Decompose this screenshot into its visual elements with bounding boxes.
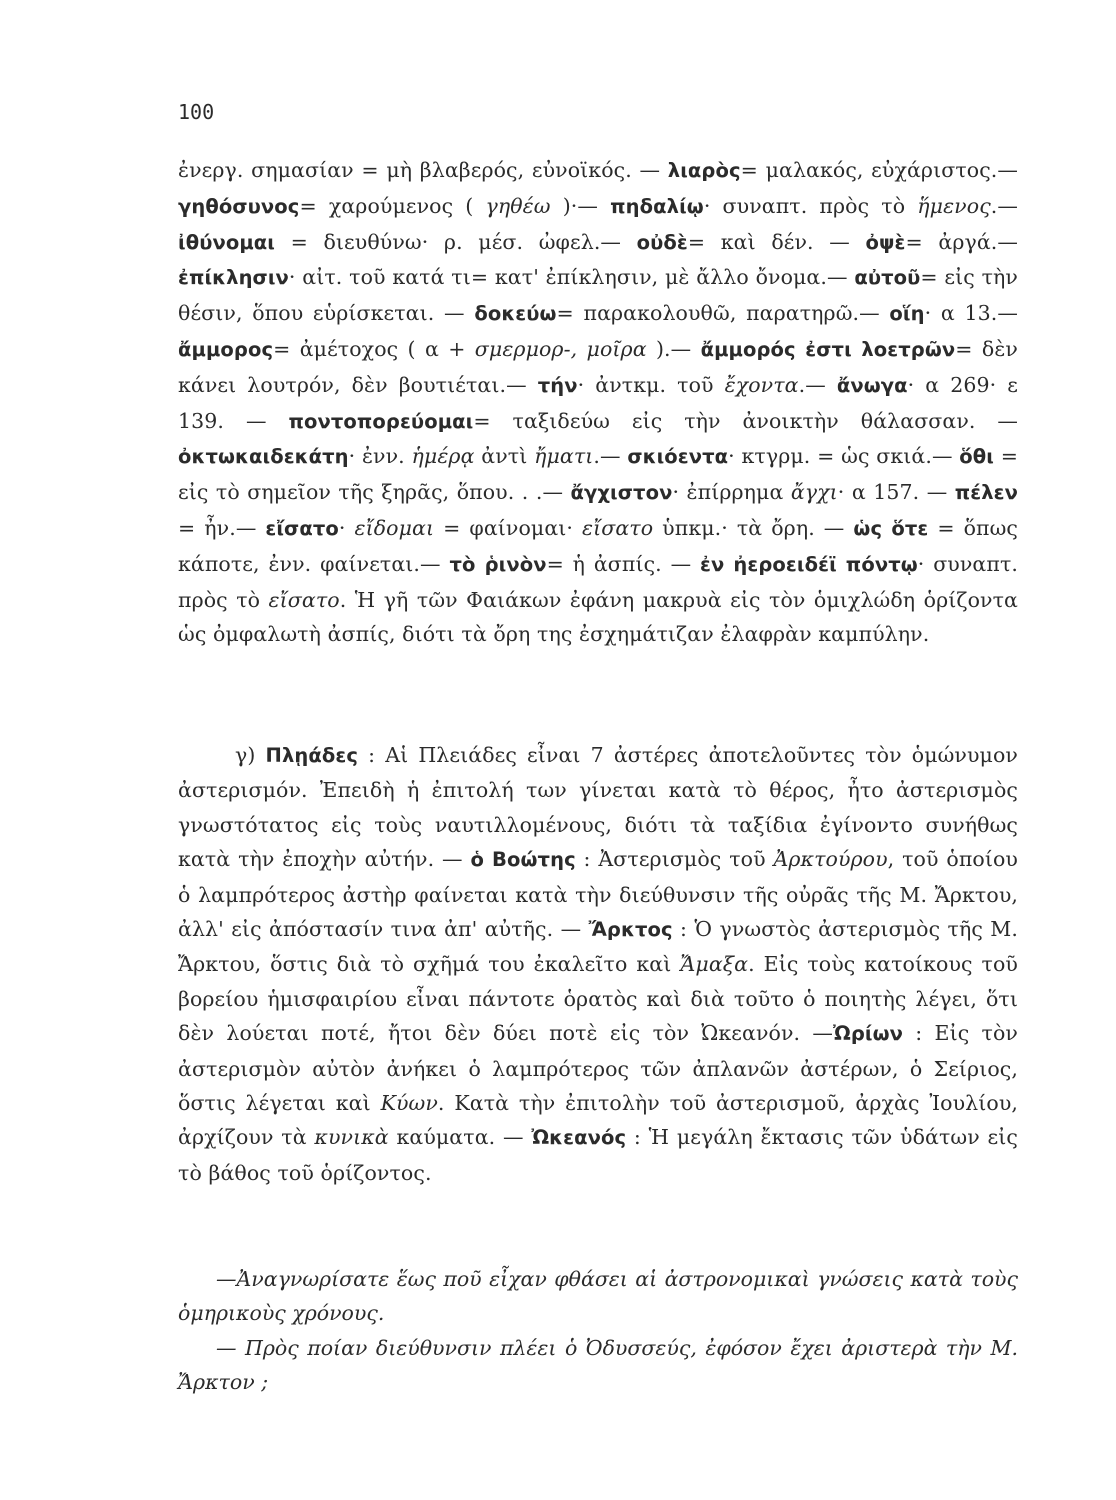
headword: εἴσατο: [265, 516, 339, 540]
headword: ἰθύνομαι: [178, 230, 275, 254]
italic-term: Κύων: [380, 1091, 438, 1116]
text-run: = διευθύνω· ρ. μέσ. ὠφελ.—: [275, 229, 637, 254]
italic-term: ἤματι: [534, 444, 594, 469]
text-run: . Κατὰ τὴν ἐπιτολὴν τοῦ ἀστερισμοῦ, ἀρχὰς Ἰουλίου, ἀρχίζουν τὰ: [178, 1091, 1018, 1150]
headword: ποντοπορεύομαι: [288, 409, 474, 433]
headword: ἄγχιστον: [570, 481, 673, 505]
text-run: · ἐπίρρημα: [672, 480, 791, 505]
headword: αὐτοῦ: [854, 266, 921, 290]
italic-term: κυνικὰ: [314, 1125, 389, 1150]
italic-term: εἴδομαι: [354, 515, 435, 540]
headword: σκιόεντα: [627, 445, 729, 469]
headword: τήν: [537, 373, 578, 397]
italic-term: Ἄμαξα: [680, 952, 749, 977]
text-run: = ταξιδεύω εἰς τὴν ἀνοικτὴν θάλασσαν. —: [473, 408, 1018, 433]
headword: ὀψὲ: [865, 230, 906, 254]
headword: ἄνωγα: [836, 373, 908, 397]
study-question-2: — Πρὸς ποίαν διεύθυνσιν πλέει ὁ Ὀδυσσεύς, ἐφόσον ἔχει ἀριστερὰ τὴν Μ. Ἄρκτον ;: [178, 1336, 1018, 1394]
text-run: · α 269· ε 139. —: [178, 372, 1018, 433]
text-run: = καὶ δέν. —: [687, 229, 866, 254]
headword: ἄμμορός ἐστι λοετρῶν: [700, 337, 956, 361]
commentary-paragraph: [178, 738, 1018, 1190]
headword: οὐδὲ: [636, 230, 688, 254]
headword: ἄμμορος: [178, 337, 274, 361]
text-run: · α 157. —: [837, 480, 955, 505]
text-run: = μαλακός, εὐχάριστος.—: [740, 158, 1018, 182]
headword: πηδαλίῳ: [610, 194, 704, 218]
text-run: . Ἡ γῆ τῶν Φαιάκων ἐφάνη μακρυὰ εἰς τὸν ὁμιχλώδη ὁρίζοντα ὡς ὀμφαλωτὴ ἀσπίς, διότι τὰ ὄρη της ἐσχημάτιζαν ἐλαφρὰν καμπύλην.: [178, 587, 1018, 647]
text-run: : Ὁ γνωστὸς ἀστερισμὸς τῆς Μ. Ἄρκτου, ὅστις διὰ τὸ σχῆμά του ἐκαλεῖτο καὶ: [178, 917, 1019, 977]
text-run: .—: [593, 444, 628, 469]
text-run: · ἐνν.: [348, 444, 412, 469]
text-run: = ἀμέτοχος ( α +: [273, 336, 475, 361]
text-run: · κτγρμ. = ὡς σκιά.—: [728, 444, 960, 469]
page-number: 100: [178, 100, 215, 124]
text-run: = χαρούμενος (: [299, 193, 474, 218]
headword: ὀκτωκαιδεκάτη: [178, 445, 349, 469]
italic-term: ἄγχι: [790, 480, 838, 505]
text-run: · ἀντκμ. τοῦ: [577, 372, 725, 397]
headword: Πλῃάδες: [265, 744, 358, 767]
text-run: : Εἰς τὸν ἀστερισμὸν αὐτὸν ἀνήκει ὁ λαμπρότερος τῶν ἀπλανῶν ἀστέρων, ὁ Σείριος, ὅστις λέγεται καὶ: [178, 1021, 1018, 1116]
text-run: καύματα. —: [388, 1125, 532, 1150]
text-run: ·: [338, 515, 355, 540]
text-run: = ἦν.—: [178, 515, 266, 540]
text-run: · συναπτ. πρὸς τὸ: [703, 193, 918, 218]
text-run: = εἰς τὸ σημεῖον τῆς ξηρᾶς, ὅπου. . .—: [178, 444, 1018, 505]
text-run: ἐνεργ. σημασίαν = μὴ βλαβερός, εὐνοϊκός. —: [178, 158, 668, 182]
text-run: : Αἱ Πλειάδες εἶναι 7 ἀστέρες ἀποτελοῦντες τὸν ὁμώνυμον ἀστερισμόν. Ἐπειδὴ ἡ ἐπιτολή των γίνεται κατὰ τὸ θέρος, ἦτο ἀστερισμὸς γνωστότατος εἰς τοὺς ναυτιλλομένους, διότι τὰ ταξίδια ἐγίνοντο συνήθως κατὰ τὴν ἐποχὴν αὐτήν. —: [178, 743, 1018, 872]
text-run: = φαίνομαι·: [434, 515, 583, 540]
text-run: ὑπκμ.· τὰ ὄρη. —: [653, 515, 854, 540]
text-run: = ἡ ἀσπίς. —: [546, 551, 701, 576]
headword: Ἄρκτος: [588, 918, 673, 942]
text-run: γ): [235, 743, 266, 767]
text-run: . Εἰς τοὺς κατοίκους τοῦ βορείου ἡμισφαιρίου εἶναι πάντοτε ὁρατὸς καὶ διὰ τοῦτο ὁ ποιητὴς λέγει, ὅτι δὲν λούεται ποτέ, ἤτοι δὲν δύει ποτὲ εἰς τὸν Ὠκεανόν. —: [178, 952, 1018, 1046]
headword: λιαρὸς: [667, 159, 741, 182]
headword: ὁ Βοώτης: [470, 848, 576, 872]
headword: Ὠκεανός: [531, 1126, 627, 1150]
italic-term: ἡμέρᾳ: [411, 444, 475, 469]
headword: τὸ ῥινὸν: [449, 552, 547, 576]
text-run: )·—: [562, 193, 611, 218]
italic-term: εἴσατο: [268, 587, 340, 612]
text-run: ).—: [646, 336, 701, 361]
italic-term: σμερμορ-, μοῖρα: [474, 336, 647, 361]
text-run: = ἀργά.—: [905, 229, 1018, 254]
text-run: : Ἡ μεγάλη ἔκτασις τῶν ὑδάτων εἰς τὸ βάθος τοῦ ὁρίζοντος.: [178, 1125, 1018, 1185]
text-run: = παρακολουθῶ, παρατηρῶ.—: [556, 301, 890, 326]
text-run: · αἰτ. τοῦ κατά τι= κατ' ἐπίκλησιν, μὲ ἄλλο ὄνομα.—: [288, 265, 855, 290]
headword: Ὠρίων: [833, 1022, 904, 1046]
text-run: , τοῦ ὁποίου ὁ λαμπρότερος ἀστὴρ φαίνεται κατὰ τὴν διεύθυνσιν τῆς οὐρᾶς τῆς Μ. Ἄρκτου, ἀλλ' εἰς ἀπόστασίν τινα ἀπ' αὐτῆς. —: [178, 847, 1018, 942]
italic-term: γηθέω: [473, 193, 563, 218]
italic-term: εἴσατο: [582, 515, 654, 540]
text-run: · α 13.—: [924, 301, 1018, 326]
text-run: .—: [798, 372, 837, 397]
headword: ὡς ὅτε: [853, 516, 929, 540]
italic-term: Ἀρκτούρου: [773, 847, 888, 872]
headword: ὅθι: [959, 445, 994, 469]
headword: πέλεν: [954, 481, 1019, 505]
headword: γηθόσυνος: [178, 194, 300, 218]
italic-term: ἔχοντα: [724, 372, 799, 397]
italic-term: ἥμενος: [917, 193, 991, 218]
glossary-paragraph: [178, 153, 1018, 652]
text-run: ἀντὶ: [474, 444, 535, 469]
headword: δοκεύω: [474, 302, 557, 326]
study-question-1: —Ἀναγνωρίσατε ἕως ποῦ εἶχαν φθάσει αἱ ἀστρονομικαὶ γνώσεις κατὰ τοὺς ὁμηρικοὺς χρόνους.: [178, 1267, 1018, 1325]
text-run: = δὲν κάνει λουτρόν, δὲν βουτιέται.—: [178, 336, 1018, 397]
headword: οἵη: [889, 302, 925, 326]
text-run: = εἰς τὴν θέσιν, ὅπου εὑρίσκεται. —: [178, 265, 1018, 326]
headword: ἐπίκλησιν: [178, 266, 289, 290]
text-run: · συναπτ. πρὸς τὸ: [178, 551, 1019, 612]
text-run: .—: [990, 193, 1018, 218]
text-run: = ὅπως κάποτε, ἐνν. φαίνεται.—: [178, 515, 1019, 576]
headword: ἐν ἠεροειδέϊ πόντῳ: [700, 552, 918, 576]
text-run: : Ἀστερισμὸς τοῦ: [575, 847, 774, 872]
